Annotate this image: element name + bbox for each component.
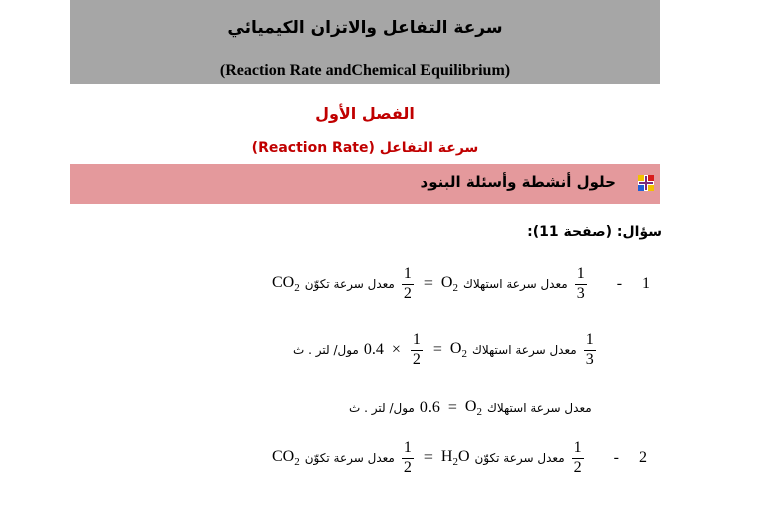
eq4-fraction-left: $\frac{1}{2}$ xyxy=(573,439,582,476)
chapter-title: الفصل الأول xyxy=(315,104,415,123)
eq4-number: 2 xyxy=(638,449,647,467)
header-title-english: (Reaction Rate andChemical Equilibrium) xyxy=(219,62,511,79)
eq1-dash: - xyxy=(616,275,623,293)
eq3-value: 0.6 xyxy=(419,399,440,417)
eq4-fraction-right: $\frac{1}{2}$ xyxy=(403,439,412,476)
eq2-text: معدل سرعة استهلاك xyxy=(471,343,577,358)
eq2-times: × xyxy=(391,341,401,359)
eq1-text-right: معدل سرعة تكوّن xyxy=(304,277,395,292)
eq3-text: معدل سرعة استهلاك xyxy=(486,401,592,416)
eq1-fraction-right: $\frac{1}{2}$ xyxy=(403,265,412,302)
equation-4 xyxy=(270,440,647,477)
eq4-equals: = xyxy=(423,449,433,467)
eq2-value: 0.4 xyxy=(363,341,384,359)
question-label: سؤال: (صفحة 11): xyxy=(527,224,662,240)
eq1-number: 1 xyxy=(642,275,651,293)
eq4-text-left: معدل سرعة تكوّن xyxy=(474,451,565,466)
eq1-co2: $CO_2$ xyxy=(272,274,300,295)
eq1-fraction-left: $\frac{1}{3}$ xyxy=(576,265,585,302)
eq4-dash: - xyxy=(613,449,619,467)
eq2-fraction-left: $\frac{1}{3}$ xyxy=(585,331,594,368)
eq1-text-left: معدل سرعة استهلاك xyxy=(462,277,568,292)
header-title-arabic: سرعة التفاعل والاتزان الكيميائي xyxy=(227,18,503,38)
eq3-equals: = xyxy=(447,399,457,417)
colored-square-bullet-icon xyxy=(638,175,654,191)
eq2-o2: $O_2$ xyxy=(449,340,467,361)
equation-3 xyxy=(346,398,595,418)
chapter-subtitle: سرعة التفاعل (Reaction Rate) xyxy=(251,140,479,156)
eq2-equals: = xyxy=(432,341,442,359)
eq1-o2: $O_2$ xyxy=(440,274,458,295)
header-banner xyxy=(70,0,660,84)
eq3-unit: مول/ لتر . ث xyxy=(349,401,415,416)
section-bar xyxy=(70,164,660,204)
eq2-fraction-right: $\frac{1}{2}$ xyxy=(412,331,421,368)
eq1-equals: = xyxy=(423,275,433,293)
section-title: حلول أنشطة وأسئلة البنود xyxy=(420,173,616,191)
eq4-co2: $CO_2$ xyxy=(272,448,300,469)
eq4-text-right: معدل سرعة تكوّن xyxy=(304,451,395,466)
equation-2 xyxy=(290,332,600,369)
equation-1 xyxy=(270,266,650,303)
eq2-unit: مول/ لتر . ث xyxy=(293,343,359,358)
eq4-h2o: $H_2O$ xyxy=(440,448,470,469)
eq3-o2: $O_2$ xyxy=(464,398,482,419)
